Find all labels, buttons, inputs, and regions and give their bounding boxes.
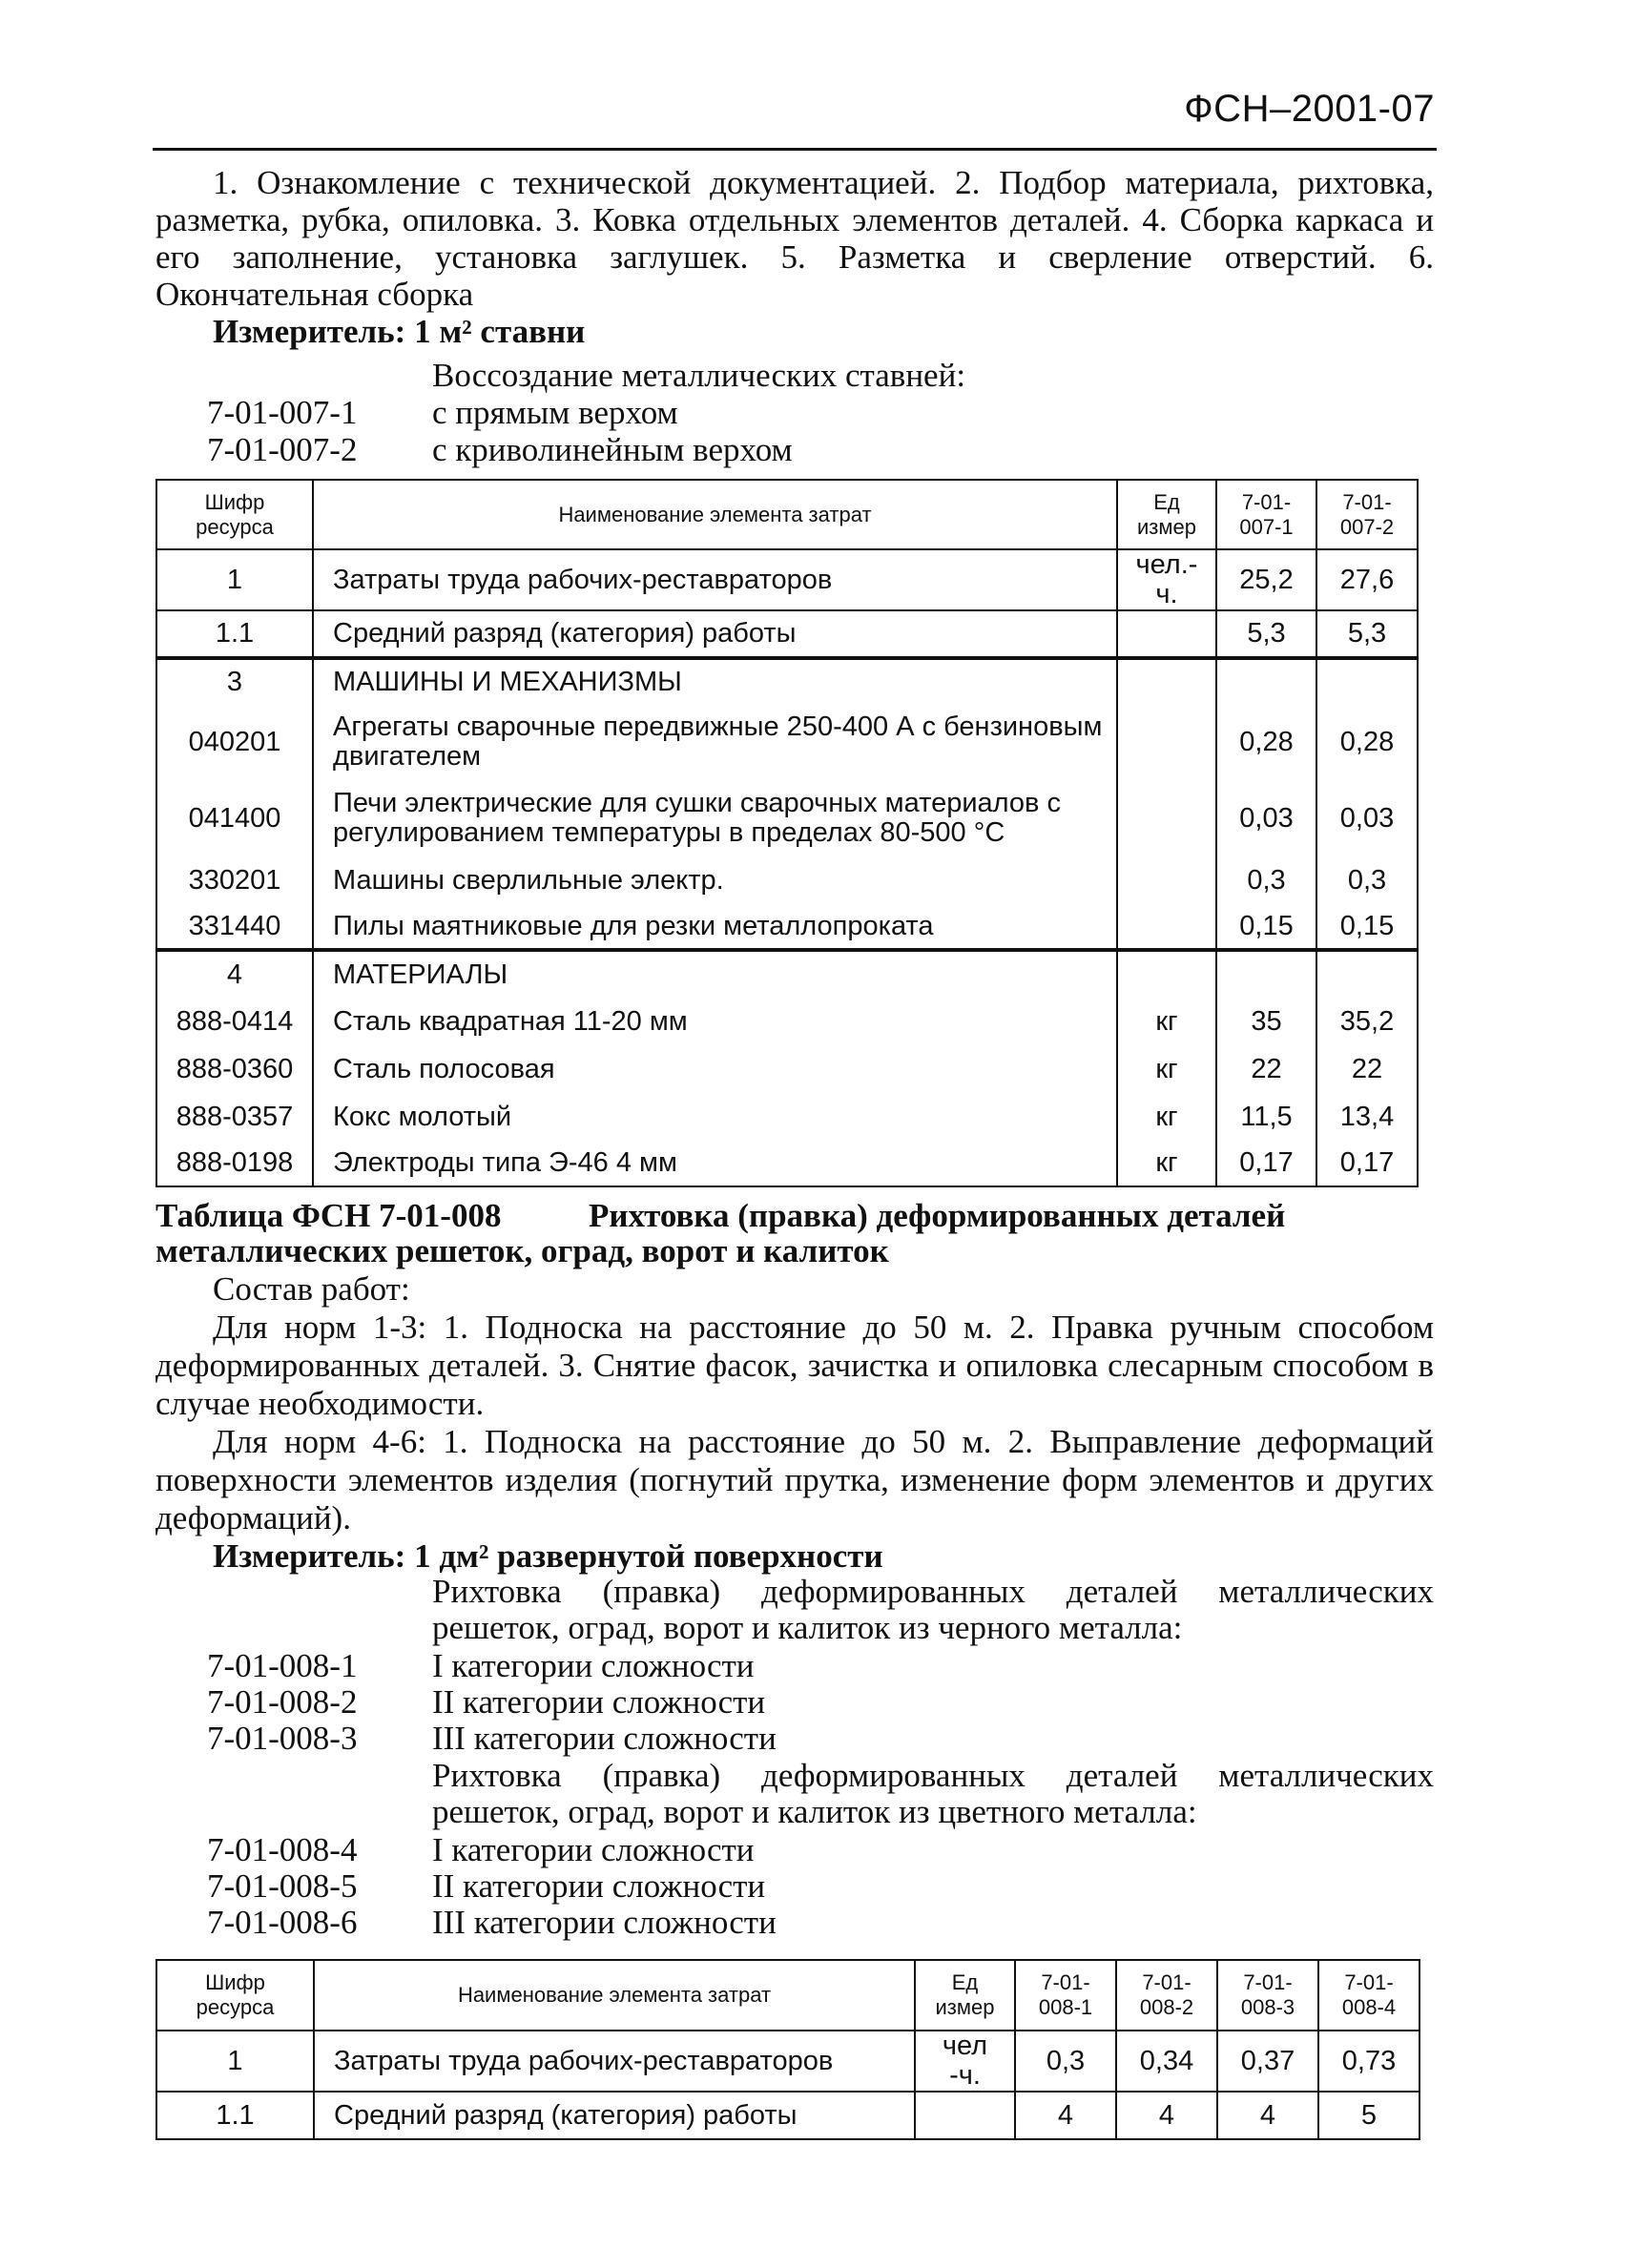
cell-unit: кг [1117, 1093, 1216, 1141]
cell-value [1316, 658, 1418, 704]
cell-value: 0,15 [1316, 904, 1418, 950]
cell-unit [1117, 610, 1216, 658]
cell-name: Сталь квадратная 11-20 мм [313, 998, 1117, 1045]
intro-block [155, 164, 1434, 350]
cell-unit: чел.-ч. [1117, 549, 1216, 610]
list-item [207, 431, 793, 468]
cell-code: 4 [156, 950, 313, 998]
list-item [207, 1721, 777, 1757]
table-section-row [156, 658, 1418, 704]
composition-block [155, 1270, 1434, 1576]
cell-value: 0,17 [1216, 1141, 1316, 1186]
header-name: Наименование элемента затрат [313, 480, 1117, 549]
cell-name: Машины сверлильные электр. [313, 856, 1117, 904]
table-row [156, 856, 1418, 904]
item-label: I категории сложности [432, 1831, 755, 1868]
table-row [156, 1141, 1418, 1186]
cell-name: Агрегаты сварочные передвижные 250-400 А с бензиновым двигателем [313, 704, 1117, 780]
item-label: II категории сложности [432, 1867, 766, 1905]
table-id: Таблица ФСН 7-01-008 [155, 1197, 502, 1234]
item-label: III категории сложности [432, 1720, 777, 1757]
group1-list [207, 1648, 777, 1757]
item-code: 7-01-008-3 [207, 1720, 358, 1757]
cell-code: 1.1 [156, 610, 313, 658]
table-row [156, 1045, 1418, 1093]
meter-label: Измеритель: 1 м² ставни [213, 313, 586, 350]
cell-unit [915, 2092, 1015, 2139]
cell-value [1216, 658, 1316, 704]
header-col-4: 7-01-008-4 [1318, 1960, 1419, 2031]
cell-value: 0,28 [1316, 704, 1418, 780]
cell-name: Средний разряд (категория) работы [314, 2092, 915, 2139]
cell-code: 331440 [156, 904, 313, 950]
header-col-1: 7-01-008-1 [1015, 1960, 1116, 2031]
item-label: с прямым верхом [432, 394, 678, 431]
section-title: МАТЕРИАЛЫ [313, 950, 1117, 998]
cell-value: 0,28 [1216, 704, 1316, 780]
cell-value: 35 [1216, 998, 1316, 1045]
cell-value: 27,6 [1316, 549, 1418, 610]
cell-value: 11,5 [1216, 1093, 1316, 1141]
group2-title: Рихтовка (правка) деформированных деталей металлических решеток, оград, ворот и калиток из цветного металла: [432, 1757, 1434, 1830]
cell-value: 0,34 [1116, 2031, 1217, 2092]
list-item [207, 1684, 777, 1721]
cell-code: 1 [156, 549, 313, 610]
cell-unit [1117, 658, 1216, 704]
cell-value: 13,4 [1316, 1093, 1418, 1141]
code-list [207, 394, 793, 468]
cell-code: 888-0414 [156, 998, 313, 1045]
table-row [156, 1093, 1418, 1141]
resources-table-2 [155, 1959, 1420, 2140]
header-col-1: 7-01-007-1 [1216, 480, 1316, 549]
table-header-row [156, 480, 1418, 549]
table-row [156, 704, 1418, 780]
header-unit: Ед измер [915, 1960, 1015, 2031]
cell-unit: кг [1117, 1045, 1216, 1093]
cell-code: 040201 [156, 704, 313, 780]
table-header-row [156, 1960, 1419, 2031]
list-item [207, 1868, 777, 1905]
cell-value: 0,15 [1216, 904, 1316, 950]
table-row [156, 904, 1418, 950]
table-section-row [156, 950, 1418, 998]
cell-value: 5,3 [1216, 610, 1316, 658]
cell-name: Кокс молотый [313, 1093, 1117, 1141]
cell-value: 22 [1316, 1045, 1418, 1093]
cell-code: 041400 [156, 780, 313, 856]
table-heading [155, 1198, 1434, 1268]
cell-value: 4 [1116, 2092, 1217, 2139]
cell-value: 0,37 [1217, 2031, 1318, 2092]
meter-label-2: Измеритель: 1 дм² развернутой поверхности [213, 1537, 883, 1575]
cell-code: 330201 [156, 856, 313, 904]
list-item [207, 1832, 777, 1868]
item-label: с криволинейным верхом [432, 431, 793, 468]
table-row [156, 2031, 1419, 2092]
item-code: 7-01-008-1 [207, 1647, 358, 1684]
group-title: Воссоздание металлических ставней: [432, 357, 966, 394]
group1-title: Рихтовка (правка) деформированных деталей металлических решеток, оград, ворот и калиток из черного металла: [432, 1573, 1434, 1646]
cell-name: Электроды типа Э-46 4 мм [313, 1141, 1117, 1186]
cell-name: Средний разряд (категория) работы [313, 610, 1117, 658]
item-code: 7-01-008-6 [207, 1904, 358, 1941]
cell-value: 25,2 [1216, 549, 1316, 610]
document-code: ФСН–2001-07 [1184, 88, 1435, 130]
cell-value: 5 [1318, 2092, 1419, 2139]
list-item [207, 1648, 777, 1684]
cell-value: 0,3 [1216, 856, 1316, 904]
composition-4-6: Для норм 4-6: 1. Подноска на расстояние до 50 м. 2. Выправление деформаций поверхности элементов изделия (погнутий прутка, изменение форм элементов и других деформаций). [155, 1423, 1434, 1536]
header-unit: Ед измер [1117, 480, 1216, 549]
cell-value: 0,73 [1318, 2031, 1419, 2092]
table-row [156, 780, 1418, 856]
cell-code: 888-0357 [156, 1093, 313, 1141]
cell-unit: чел -ч. [915, 2031, 1015, 2092]
cell-value [1216, 950, 1316, 998]
cell-value: 35,2 [1316, 998, 1418, 1045]
item-code: 7-01-007-2 [207, 431, 358, 468]
cell-value: 0,3 [1316, 856, 1418, 904]
header-col-3: 7-01-008-3 [1217, 1960, 1318, 2031]
cell-value: 22 [1216, 1045, 1316, 1093]
cell-name: Пилы маятниковые для резки металлопроката [313, 904, 1117, 950]
cell-unit: кг [1117, 998, 1216, 1045]
item-code: 7-01-007-1 [207, 394, 358, 431]
cell-unit [1117, 780, 1216, 856]
list-item [207, 394, 793, 431]
header-col-2: 7-01-007-2 [1316, 480, 1418, 549]
group2-list [207, 1832, 777, 1941]
resources-table-1 [155, 479, 1419, 1187]
cell-code: 1.1 [156, 2092, 314, 2139]
table-row [156, 549, 1418, 610]
item-code: 7-01-008-5 [207, 1867, 358, 1905]
cell-name: Печи электрические для сушки сварочных материалов с регулированием температуры в пределах 80-500 °С [313, 780, 1117, 856]
cell-unit [1117, 950, 1216, 998]
list-item [207, 1905, 777, 1941]
header-rule [153, 148, 1437, 151]
composition-1-3: Для норм 1-3: 1. Подноска на расстояние до 50 м. 2. Правка ручным способом деформированных деталей. 3. Снятие фасок, зачистка и опиловка слесарным способом в случае необходимости. [155, 1309, 1434, 1422]
cell-code: 1 [156, 2031, 314, 2092]
cell-value: 0,17 [1316, 1141, 1418, 1186]
cell-name: Затраты труда рабочих-реставраторов [313, 549, 1117, 610]
header-name: Наименование элемента затрат [314, 1960, 915, 2031]
item-code: 7-01-008-2 [207, 1683, 358, 1721]
table-row [156, 610, 1418, 658]
table-title: Рихтовка (правка) деформированных деталей металлических решеток, оград, ворот и калиток [155, 1197, 1286, 1269]
cell-unit [1117, 704, 1216, 780]
header-code: Шифр ресурса [156, 480, 313, 549]
cell-name: Затраты труда рабочих-реставраторов [314, 2031, 915, 2092]
cell-name: Сталь полосовая [313, 1045, 1117, 1093]
header-col-2: 7-01-008-2 [1116, 1960, 1217, 2031]
cell-code: 888-0198 [156, 1141, 313, 1186]
item-label: II категории сложности [432, 1683, 766, 1721]
item-label: I категории сложности [432, 1647, 755, 1684]
item-label: III категории сложности [432, 1904, 777, 1941]
cell-code: 888-0360 [156, 1045, 313, 1093]
item-code: 7-01-008-4 [207, 1831, 358, 1868]
cell-unit: кг [1117, 1141, 1216, 1186]
header-code: Шифр ресурса [156, 1960, 314, 2031]
cell-code: 3 [156, 658, 313, 704]
cell-value: 4 [1217, 2092, 1318, 2139]
section-title: МАШИНЫ И МЕХАНИЗМЫ [313, 658, 1117, 704]
table-row [156, 998, 1418, 1045]
cell-unit [1117, 856, 1216, 904]
operations-text: 1. Ознакомление с технической документацией. 2. Подбор материала, рихтовка, разметка, рубка, опиловка. 3. Ковка отдельных элементов деталей. 4. Сборка каркаса и его заполнение, установка заглушек. 5. Разметка и сверление отверстий. 6. Окончательная сборка [155, 164, 1434, 313]
table-row [156, 2092, 1419, 2139]
cell-value: 0,3 [1015, 2031, 1116, 2092]
cell-value [1316, 950, 1418, 998]
cell-value: 0,03 [1316, 780, 1418, 856]
cell-value: 0,03 [1216, 780, 1316, 856]
cell-unit [1117, 904, 1216, 950]
cell-value: 5,3 [1316, 610, 1418, 658]
composition-label: Состав работ: [213, 1270, 410, 1308]
cell-value: 4 [1015, 2092, 1116, 2139]
